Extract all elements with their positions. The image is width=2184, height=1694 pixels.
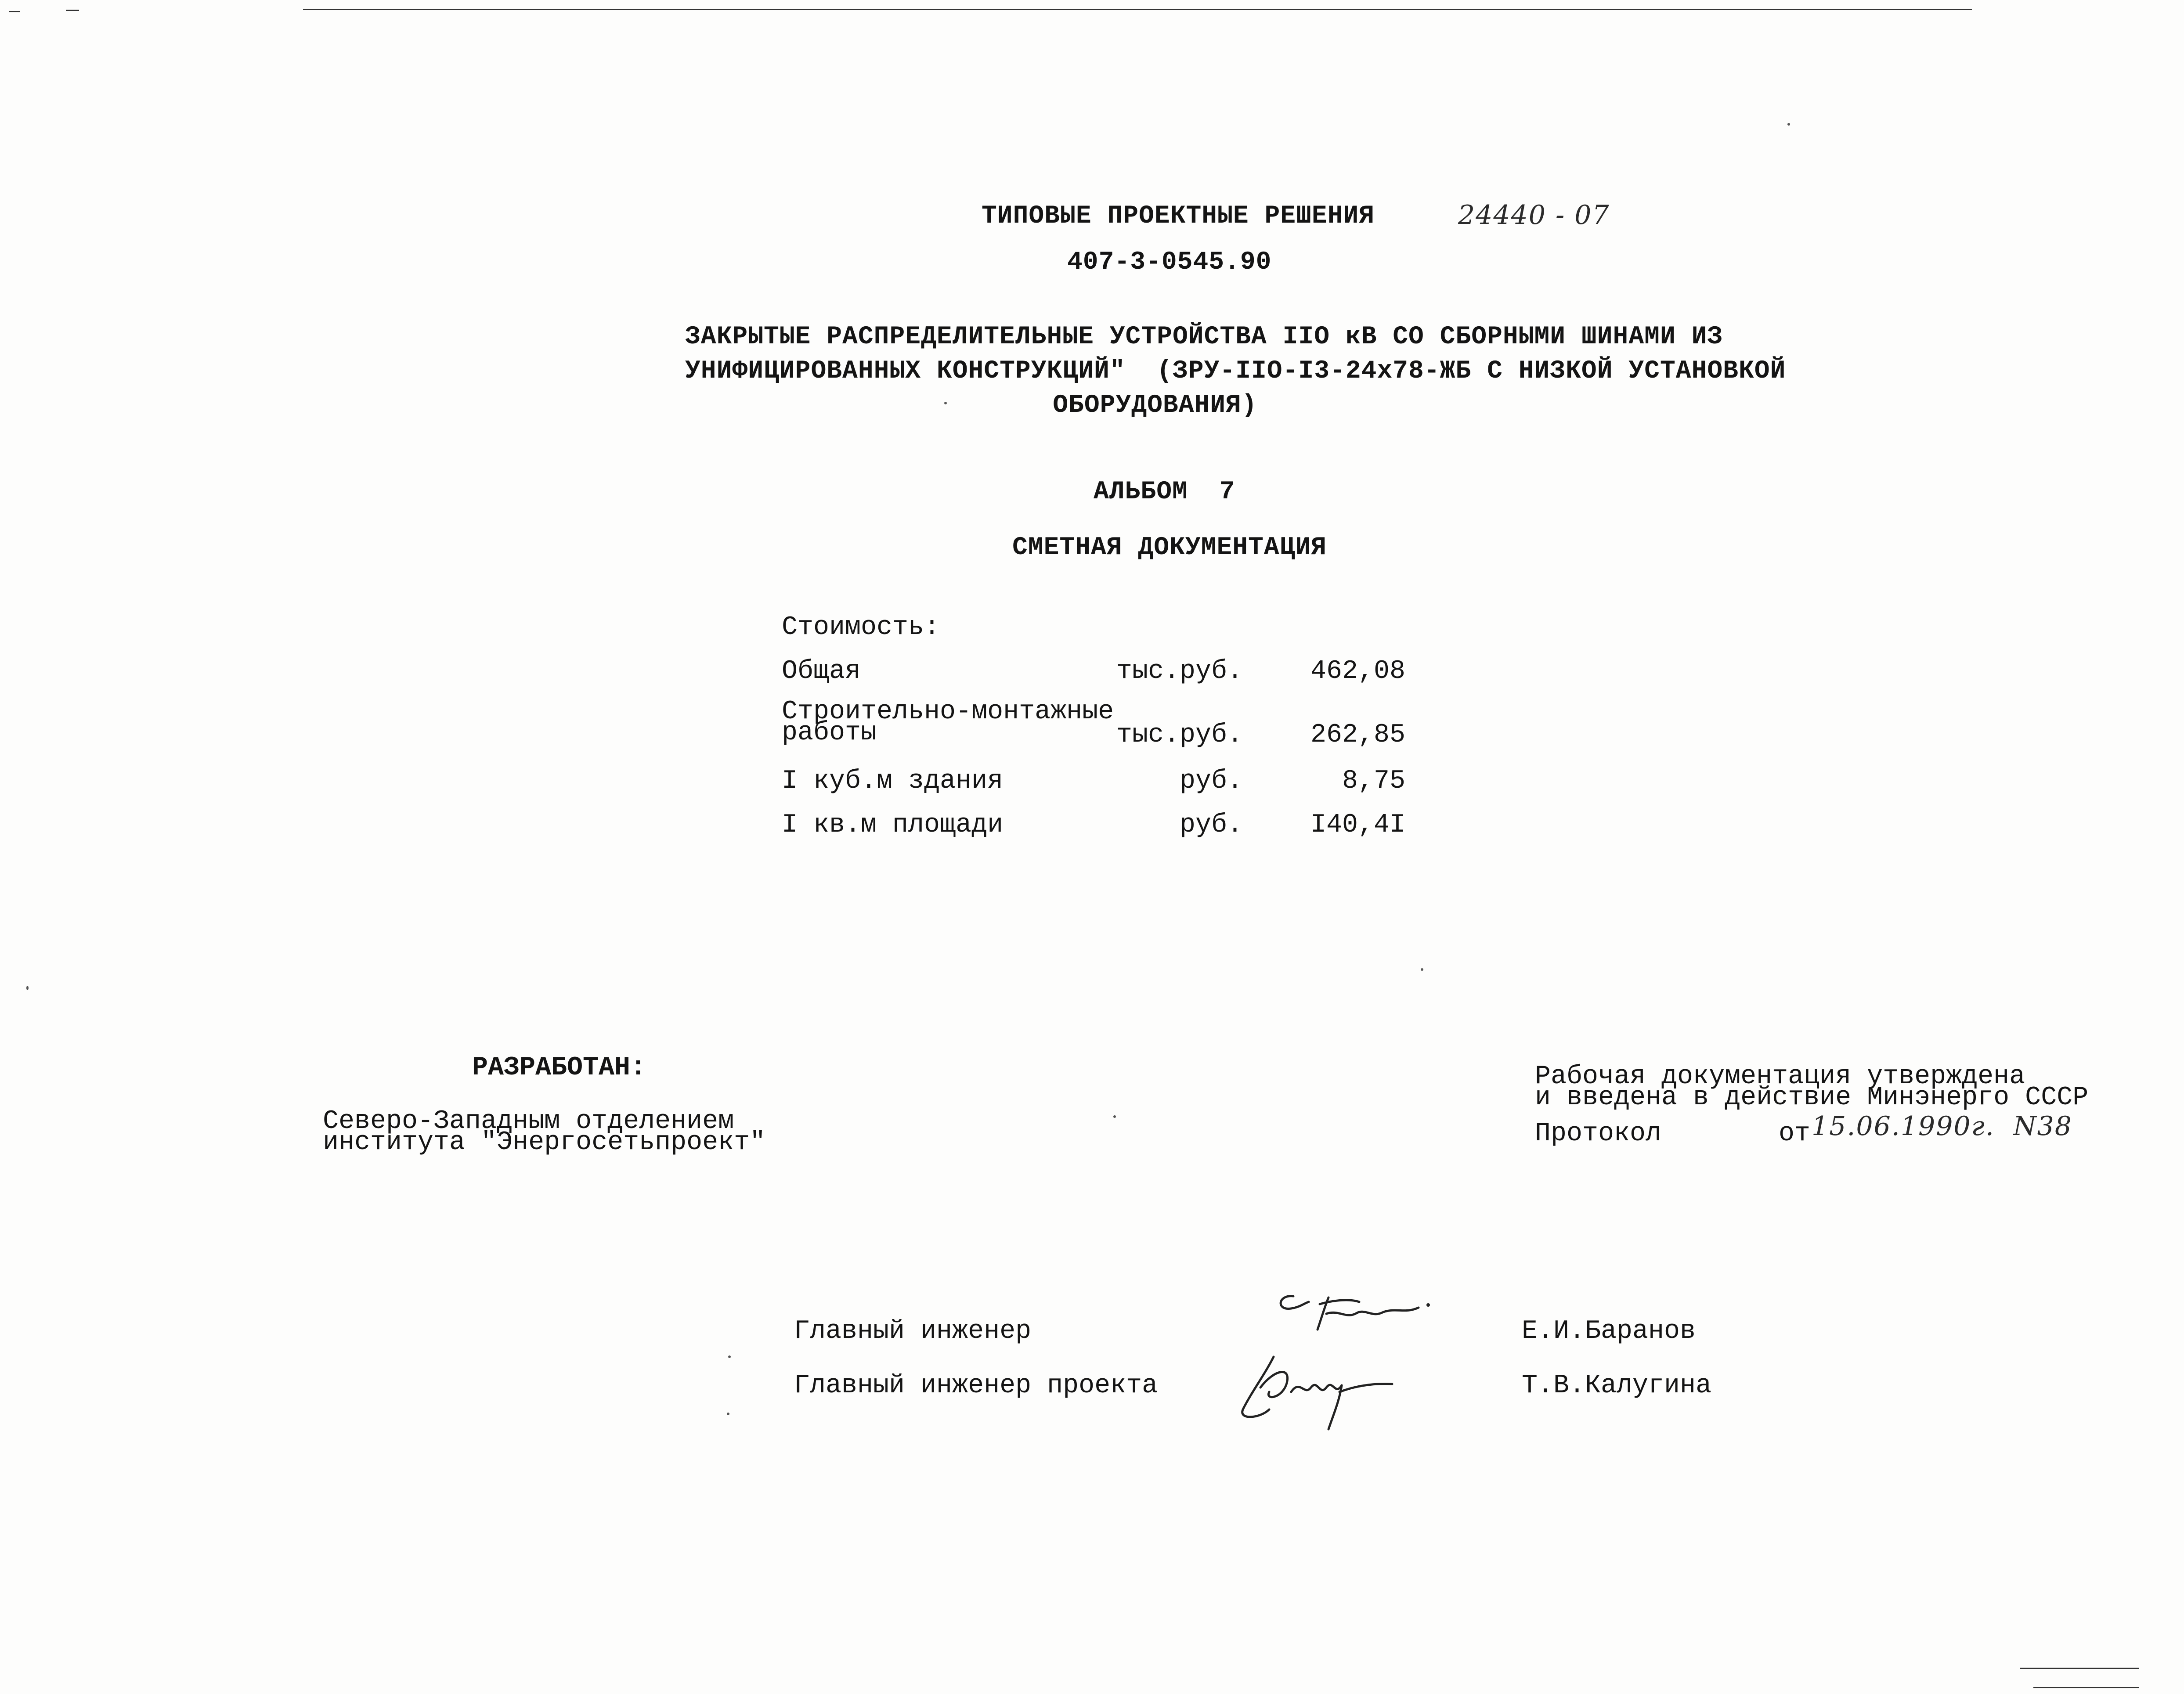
cost-unit: тыс.руб.: [1116, 656, 1243, 686]
cost-value: 462,08: [1310, 656, 1405, 686]
cost-label: Строительно-монтажные работы: [782, 697, 1114, 748]
cost-label: I кв.м площади: [782, 810, 1004, 840]
corner-mark: [9, 11, 20, 12]
chief-project-engineer-title: Главный инженер проекта: [794, 1371, 1158, 1401]
project-code: 407-3-0545.90: [1067, 248, 1272, 277]
signature-chief-project-engineer: [1234, 1344, 1401, 1431]
bottom-rule-short: [2033, 1687, 2139, 1688]
chief-engineer-title: Главный инженер: [794, 1316, 1032, 1346]
cost-unit: руб.: [1179, 810, 1243, 840]
handwritten-archive-number: 24440 - 07: [1458, 200, 1610, 231]
cost-value: 8,75: [1342, 766, 1405, 796]
scan-speck: [1421, 968, 1423, 971]
title-line-1: ЗАКРЫТЫЕ РАСПРЕДЕЛИТЕЛЬНЫЕ УСТРОЙСТВА IIO кВ СО СБОРНЫМИ ШИНАМИ ИЗ: [685, 323, 1723, 351]
scan-speck: [727, 1413, 729, 1415]
signature-chief-engineer: [1274, 1287, 1440, 1335]
protocol-label: Протокол: [1535, 1119, 1662, 1149]
protocol-handwritten-date: 15.06.1990г. N38: [1812, 1111, 2072, 1142]
cost-label: Общая: [782, 656, 861, 686]
scan-speck: [728, 1355, 731, 1358]
album-label: АЛЬБОМ 7: [1094, 478, 1235, 506]
scan-speck: [26, 986, 29, 990]
corner-mark: [66, 10, 79, 11]
approval-line-2: и введена в действие Минэнерго СССР: [1535, 1083, 2089, 1113]
approval-line-1: Рабочая документация утверждена: [1535, 1062, 2025, 1092]
protocol-from-label: от: [1779, 1119, 1811, 1149]
chief-project-engineer-name: Т.В.Калугина: [1522, 1371, 1712, 1401]
scan-speck: [1787, 123, 1790, 126]
title-line-3: ОБОРУДОВАНИЯ): [1053, 391, 1257, 420]
developed-line-2: института "Энергосетьпроект": [323, 1128, 766, 1157]
cost-value: 262,85: [1310, 720, 1405, 750]
cost-unit: тыс.руб.: [1116, 720, 1243, 750]
cost-value: I40,4I: [1310, 810, 1405, 840]
bottom-rule: [2020, 1668, 2139, 1669]
cost-label: I куб.м здания: [782, 766, 1004, 796]
title-line-2: УНИФИЦИРОВАННЫХ КОНСТРУКЦИЙ" (ЗРУ-IIO-I3-24х78-ЖБ С НИЗКОЙ УСТАНОВКОЙ: [685, 357, 1786, 386]
cost-heading: Стоимость:: [782, 613, 940, 642]
scan-speck: [1113, 1115, 1116, 1118]
developed-line-1: Северо-Западным отделением: [323, 1107, 734, 1136]
cost-unit: руб.: [1179, 766, 1243, 796]
album-subtitle: СМЕТНАЯ ДОКУМЕНТАЦИЯ: [1012, 533, 1327, 562]
developed-heading: РАЗРАБОТАН:: [472, 1053, 646, 1083]
top-rule: [303, 9, 1972, 10]
series-title: ТИПОВЫЕ ПРОЕКТНЫЕ РЕШЕНИЯ: [982, 202, 1375, 231]
chief-engineer-name: Е.И.Баранов: [1522, 1316, 1696, 1346]
